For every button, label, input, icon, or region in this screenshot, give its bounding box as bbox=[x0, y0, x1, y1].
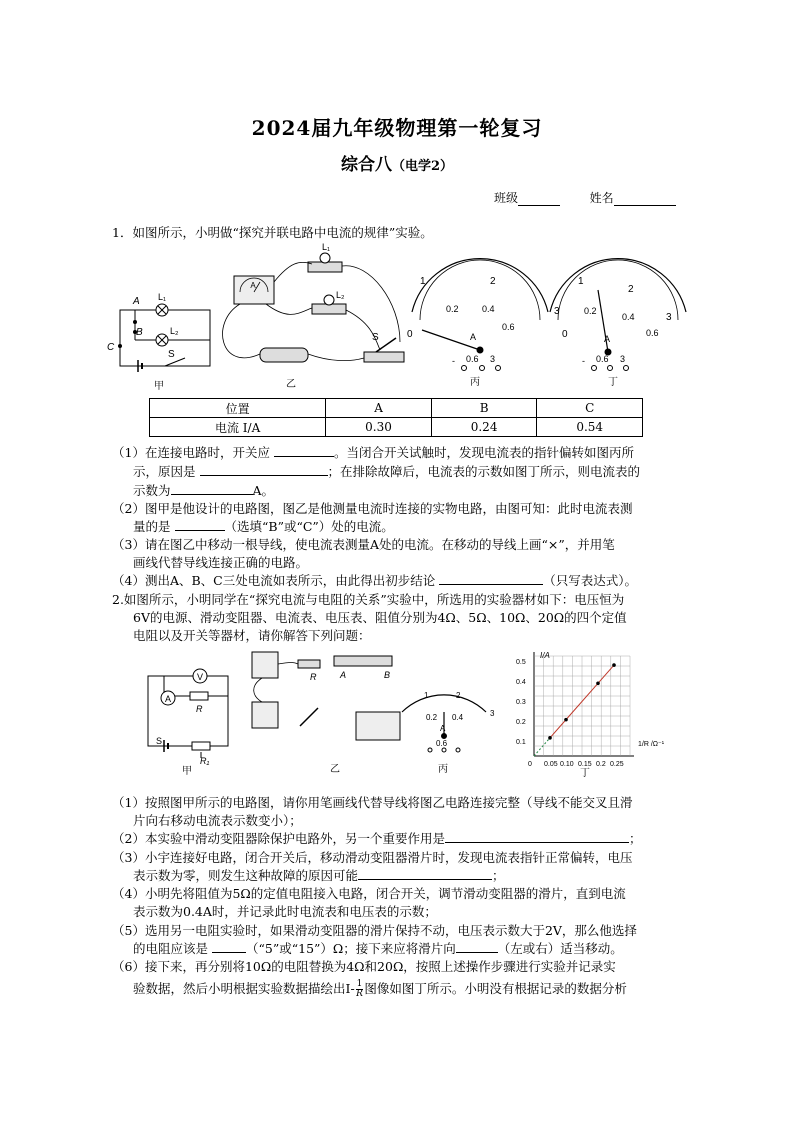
q2-p5d: （左或右）适当移动。 bbox=[497, 941, 623, 956]
q2-part5-line2 bbox=[133, 940, 623, 957]
q1-p1a: （1）在连接电路时，开关应 bbox=[112, 445, 270, 460]
q2-xtick: 0.10 bbox=[560, 761, 574, 768]
bing-tick-1: 1 bbox=[420, 276, 426, 287]
q1-current-table bbox=[149, 398, 643, 437]
q1-circuit-diagram bbox=[119, 304, 211, 372]
ding-tick-1: 1 bbox=[578, 276, 584, 287]
circuit-label-C: C bbox=[107, 342, 115, 353]
q2-part1-line1: （1）按照图甲所示的电路图，请你用笔画线代替导线将图乙电路连接完整（导线不能交叉且滑 bbox=[112, 795, 633, 810]
q2-label-R: R bbox=[196, 704, 203, 714]
q2-p6c: 图像如图丁所示。小明没有根据记录的数据分析 bbox=[364, 981, 627, 996]
subtitle-sub: （电学2） bbox=[391, 159, 454, 174]
q2-bing-3: 3 bbox=[490, 709, 495, 718]
q1-p2b: 量的是 bbox=[133, 519, 171, 534]
q2-part1-line2: 片向右移动电流表示数变小）； bbox=[133, 813, 302, 828]
table-cell: 0.30 bbox=[326, 418, 432, 437]
bing-sub-02: 0.2 bbox=[446, 304, 459, 314]
q2-graph-axes bbox=[534, 652, 634, 756]
q2-blank-3[interactable] bbox=[212, 940, 246, 953]
q2-part3-line1: （3）小宇连接好电路，闭合开关后，移动滑动变阻器滑片时，发现电流表指针正常偏转，电压 bbox=[112, 850, 633, 865]
circuit-label-A: A bbox=[133, 296, 140, 307]
circuit-label-B: B bbox=[136, 327, 143, 338]
fig-label-bing: 丙 bbox=[470, 377, 480, 388]
q2-xtick: 0.15 bbox=[578, 761, 592, 768]
q2-blank-4[interactable] bbox=[456, 940, 498, 953]
q2-xtick: 0.05 bbox=[544, 761, 558, 768]
bing-term-neg: - bbox=[452, 356, 455, 366]
q2-ytick: 0.1 bbox=[516, 739, 526, 746]
q2-p2a: （2）本实验中滑动变阻器除保护电路外，另一个重要作用是 bbox=[112, 831, 445, 846]
q1-part4 bbox=[112, 572, 637, 589]
table-cell: 0.54 bbox=[537, 418, 643, 437]
q2-part6-line2 bbox=[133, 980, 627, 999]
graph-data-point bbox=[548, 736, 552, 740]
phys-label-L2: L₂ bbox=[336, 290, 345, 300]
q2-fig-ding: 丁 bbox=[580, 768, 590, 778]
q2-stem-line3: 电阻以及开关等器材，请你解答下列问题： bbox=[133, 628, 371, 643]
q1-p1b: 。当闭合开关试触时，发现电流表的指针偏转如图丙所 bbox=[333, 445, 634, 460]
q1-p2c: （选填“B”或“C”）处的电流。 bbox=[224, 519, 394, 534]
q2-label-V: V bbox=[197, 672, 204, 682]
ding-sub-04: 0.4 bbox=[622, 312, 635, 322]
q2-label-A: A bbox=[165, 694, 172, 704]
table-cell: 0.24 bbox=[431, 418, 537, 437]
q2-phys-A: A bbox=[340, 670, 347, 680]
q1-physical-circuit bbox=[223, 253, 404, 362]
q2-ytick: 0.4 bbox=[516, 679, 526, 686]
circuit-label-L2: L₂ bbox=[170, 326, 179, 336]
q2-p6b: 验数据，然后小明根据实验数据描绘出I- bbox=[133, 981, 355, 996]
q2-stem-line1: 2.如图所示，小明同学在“探究电流与电阻的关系”实验中，所选用的实验器材如下：电压恒为 bbox=[112, 592, 625, 607]
frac-num: 1 bbox=[356, 979, 363, 989]
q1-blank-1[interactable] bbox=[274, 444, 334, 457]
q1-part2-line1: （2）图甲是他设计的电路图，图乙是他测量电流时连接的实物电路，由图可知：此时电流表测 bbox=[112, 501, 633, 516]
graph-origin-extension bbox=[534, 738, 550, 756]
q2-xtick: 0.2 bbox=[596, 761, 606, 768]
q1-meter-bing bbox=[412, 259, 548, 371]
table-header-row bbox=[150, 399, 643, 418]
q2-p5b: 的电阻应该是 bbox=[133, 941, 209, 956]
q1-p4a: （4）测出A、B、C三处电流如表所示，由此得出初步结论 bbox=[112, 573, 436, 588]
frac-den: R bbox=[356, 989, 363, 999]
table-cell: C bbox=[537, 399, 643, 418]
q1-blank-5[interactable] bbox=[439, 572, 543, 585]
q1-part1-line2 bbox=[133, 463, 640, 480]
fig-label-ding: 丁 bbox=[608, 377, 618, 388]
ammeter-label: A bbox=[250, 281, 256, 290]
q1-p1d: ；在排除故障后，电流表的示数如图丁所示，则电流表的 bbox=[327, 464, 641, 479]
q2-part4-line2: 表示数为0.4A时，并记录此时电流表和电压表的示数； bbox=[133, 904, 437, 919]
q1-blank-4[interactable] bbox=[175, 518, 225, 531]
bing-tick-2: 2 bbox=[490, 276, 496, 287]
page-title: 2024届九年级物理第一轮复习 bbox=[251, 116, 543, 140]
q2-graph-ylabel: I/A bbox=[540, 651, 550, 660]
table-cell: A bbox=[326, 399, 432, 418]
bing-unit: A bbox=[470, 332, 477, 342]
ding-unit: A bbox=[604, 334, 611, 344]
class-name-line bbox=[494, 189, 676, 206]
table-cell: B bbox=[431, 399, 537, 418]
subtitle-main: 综合八 bbox=[340, 155, 392, 175]
q2-part4-line1: （4）小明先将阻值为5Ω的定值电阻接入电路，闭合开关，调节滑动变阻器的滑片，直到电流 bbox=[112, 886, 626, 901]
ding-tick-3: 3 bbox=[666, 312, 672, 323]
q1-p1e: 示数为 bbox=[133, 483, 171, 498]
fraction-1-over-R bbox=[356, 980, 364, 999]
graph-data-point bbox=[564, 718, 568, 722]
ding-term-06: 0.6 bbox=[596, 354, 609, 364]
page-subtitle bbox=[0, 150, 794, 175]
q2-phys-R: R bbox=[310, 672, 317, 682]
q1-p1f: A。 bbox=[252, 483, 275, 498]
q2-phys-B: B bbox=[384, 670, 391, 680]
name-label: 姓名 bbox=[589, 191, 614, 205]
fig-label-jia: 甲 bbox=[154, 381, 164, 392]
q2-figures bbox=[140, 646, 680, 778]
q2-p2b: ； bbox=[628, 831, 642, 846]
circuit-label-S: S bbox=[168, 349, 175, 360]
q1-part3-line2: 画线代替导线连接正确的电路。 bbox=[133, 555, 309, 570]
q1-stem: 1．如图所示，小明做“探究并联电路中电流的规律”实验。 bbox=[112, 225, 433, 240]
q2-part3-line2 bbox=[133, 867, 505, 884]
q2-part5-line1: （5）选用另一电阻实验时，如果滑动变阻器的滑片保持不动，电压表示数大于2V，那么他选择 bbox=[112, 923, 637, 938]
q2-blank-2[interactable] bbox=[358, 867, 492, 880]
ding-term-neg: - bbox=[582, 356, 585, 366]
ding-tick-2: 2 bbox=[628, 284, 634, 295]
name-blank[interactable] bbox=[614, 193, 676, 206]
q2-xtick: 0 bbox=[528, 761, 532, 768]
q2-ytick: 0.5 bbox=[516, 659, 526, 666]
table-row bbox=[150, 418, 643, 437]
ding-sub-06: 0.6 bbox=[646, 328, 659, 338]
q2-ytick: 0.2 bbox=[516, 719, 526, 726]
bing-term-3: 3 bbox=[490, 354, 496, 364]
ding-term-3: 3 bbox=[620, 354, 626, 364]
q2-bing-04: 0.4 bbox=[452, 713, 464, 722]
graph-data-point bbox=[596, 681, 600, 685]
q2-bing-unit: A bbox=[440, 724, 446, 733]
phys-label-S: S bbox=[372, 332, 379, 343]
q1-part1-line1 bbox=[112, 444, 634, 461]
q1-blank-3[interactable] bbox=[171, 482, 253, 495]
q2-bing-1: 1 bbox=[424, 691, 429, 700]
q1-blank-2[interactable] bbox=[200, 463, 328, 476]
phys-label-L1: L₁ bbox=[322, 242, 331, 252]
bing-sub-06: 0.6 bbox=[502, 322, 515, 332]
q2-fig-bing: 丙 bbox=[438, 764, 448, 775]
q2-label-R1: R₁ bbox=[200, 756, 210, 766]
q2-bing-06: 0.6 bbox=[436, 739, 448, 748]
ding-sub-02: 0.2 bbox=[584, 306, 597, 316]
q1-part1-line3 bbox=[133, 482, 274, 499]
q2-fig-jia: 甲 bbox=[182, 766, 192, 777]
bing-tick-3: 3 bbox=[554, 306, 560, 317]
class-label: 班级 bbox=[494, 191, 519, 205]
q2-physical-circuit bbox=[252, 652, 400, 740]
q2-bing-02: 0.2 bbox=[426, 713, 438, 722]
class-blank[interactable] bbox=[518, 193, 560, 206]
circuit-label-L1: L₁ bbox=[158, 292, 167, 302]
q2-part6-line1: （6）接下来，再分别将10Ω的电阻替换为4Ω和20Ω，按照上述操作步骤进行实验并记录实 bbox=[112, 959, 616, 974]
table-cell: 电流 I/A bbox=[150, 418, 326, 437]
q2-part2 bbox=[112, 830, 641, 847]
q2-stem-line2: 6V的电源、滑动变阻器、电流表、电压表、阻值分别为4Ω、5Ω、10Ω、20Ω的四个定值 bbox=[133, 610, 627, 625]
q2-blank-1[interactable] bbox=[445, 830, 629, 843]
q2-p3b: 表示数为零，则发生这种故障的原因可能 bbox=[133, 868, 359, 883]
q1-figures bbox=[100, 242, 700, 392]
q1-p1c: 示，原因是 bbox=[133, 464, 196, 479]
q2-p5c: （“5”或“15”）Ω；接下来应将滑片向 bbox=[246, 941, 456, 956]
q1-p4b: （只写表达式）。 bbox=[543, 573, 637, 588]
q2-bing-2: 2 bbox=[456, 691, 461, 700]
q2-graph-xlabel: 1/R /Ω⁻¹ bbox=[638, 741, 665, 748]
ding-tick-0: 0 bbox=[562, 329, 568, 340]
bing-sub-04: 0.4 bbox=[482, 304, 495, 314]
bing-tick-0: 0 bbox=[407, 329, 413, 340]
q1-part2-line2 bbox=[133, 518, 394, 535]
q2-xtick: 0.25 bbox=[610, 761, 624, 768]
graph-data-point bbox=[612, 663, 616, 667]
q1-part3-line1: （3）请在图乙中移动一根导线，使电流表测量A处的电流。在移动的导线上画“×”，并用笔 bbox=[112, 537, 615, 552]
q2-p3c: ； bbox=[492, 868, 505, 883]
fig-label-yi: 乙 bbox=[286, 379, 296, 390]
q2-fig-yi: 乙 bbox=[330, 764, 340, 775]
q2-ytick: 0.3 bbox=[516, 699, 526, 706]
bing-term-06: 0.6 bbox=[466, 354, 479, 364]
table-cell: 位置 bbox=[150, 399, 326, 418]
q2-label-S: S bbox=[156, 736, 163, 746]
